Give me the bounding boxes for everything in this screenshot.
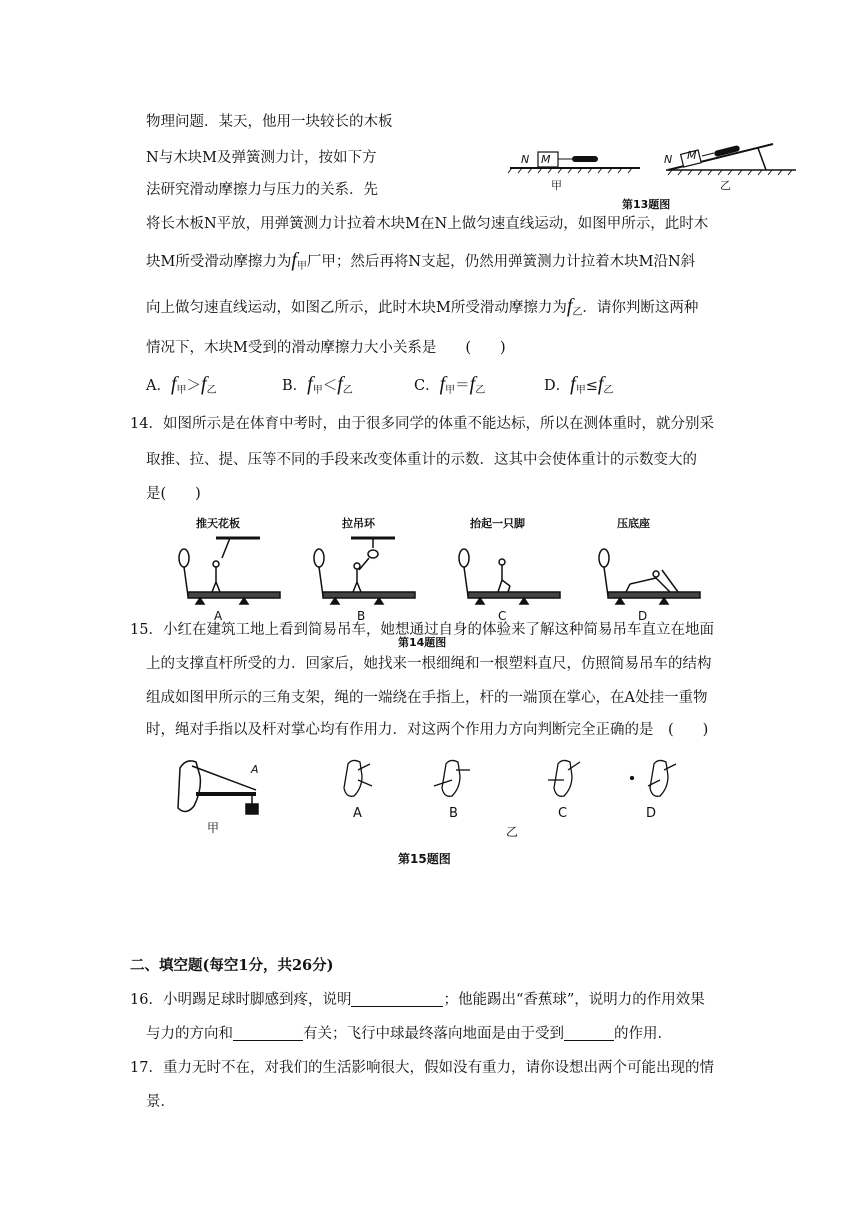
q13-fig-caption: 第13题图 [622,198,671,211]
q13-option-c[interactable]: C．$f_甲=f_乙$ [414,373,486,396]
q16-blank-1[interactable] [351,990,443,1007]
q13-line7: 情况下，木块M受到的滑动摩擦力大小关系是 ( ) [146,340,506,356]
q14-fig-letter-a: A [214,609,223,623]
section-fill-in-title: 二、填空题(每空1分，共26分) [130,957,334,974]
q17-line1: 17．重力无时不在，对我们的生活影响很大，假如没有重力，请你设想出两个可能出现的情 [130,1060,714,1076]
q16-blank-3[interactable] [564,1024,614,1041]
q13-fig-N2: N [664,153,673,166]
q15-line2: 上的支撑直杆所受的力．回家后，她找来一根细绳和一根塑料直尺，仿照简易吊车的结构 [146,656,712,672]
q13-option-d[interactable]: D．$f_甲\le f_乙$ [544,373,614,396]
q14-fig-caption: 第14题图 [398,636,447,649]
q17-line2: 景． [146,1094,175,1110]
q13-fig-N1: N [521,153,530,166]
q15-line1: 15．小红在建筑工地上看到简易吊车，她想通过自身的体验来了解这种简易吊车直立在地面 [130,622,714,638]
q14-fig-letter-d: D [638,609,648,623]
q13-fig-label-yi: 乙 [720,179,731,192]
q13-fig-label-jia: 甲 [551,179,562,192]
f-jia-symbol: $f_甲$ [291,249,307,272]
q15-fig-label-yi: 乙 [506,825,519,839]
q15-fig-point-a: A [251,763,259,776]
q15-fig-caption: 第15题图 [398,852,451,866]
q14-fig-title-a: 推天花板 [196,517,240,530]
q14-line3: 是( ) [146,486,201,502]
q13-line3: 法研究滑动摩擦力与压力的关系．先 [146,182,378,198]
q13-option-a[interactable]: A．$f_甲>f_乙$ [146,373,217,396]
q14-fig-title-b: 拉吊环 [342,517,375,530]
q15-line3: 组成如图甲所示的三角支架，绳的一端绕在手指上，杆的一端顶在掌心，在A处挂一重物 [146,690,708,706]
f-yi-symbol: $f_乙$ [566,295,583,318]
q15-fig-letter-b: B [449,806,458,821]
q13-line2: N与木块M及弹簧测力计，按如下方 [146,150,377,166]
q16-line1: 16．小明踢足球时脚感到疼，说明 ；他能踢出“香蕉球”，说明力的作用效果 [130,992,705,1008]
q15-line4: 时，绳对手指以及杆对掌心均有作用力．对这两个作用力方向判断完全正确的是 ( ) [146,722,709,738]
q13-fig-M2: M [687,149,697,162]
q14-fig-title-d: 压底座 [617,517,650,530]
q14-line1: 14．如图所示是在体育中考时，由于很多同学的体重不能达标，所以在测体重时，就分别采 [130,416,714,432]
q14-figure [170,534,690,614]
q15-fig-letter-d: D [646,806,657,821]
q13-line1: 物理问题．某天，他用一块较长的木板 [146,114,393,130]
q13-line4: 将长木板N平放，用弹簧测力计拉着木块M在N上做匀速直线运动，如图甲所示，此时木 [146,216,709,232]
q13-fig-M1: M [541,153,551,166]
q13-option-b[interactable]: B．$f_甲<f_乙$ [282,373,353,396]
q14-fig-letter-c: C [498,609,507,623]
q15-figure [170,756,690,836]
q14-fig-title-c: 抬起一只脚 [470,517,525,530]
q16-line2: 与力的方向和 有关；飞行中球最终落向地面是由于受到 的作用． [146,1026,672,1042]
q16-blank-2[interactable] [233,1024,303,1041]
q15-fig-letter-a: A [353,806,362,821]
q14-line2: 取推、拉、提、压等不同的手段来改变体重计的示数．这其中会使体重计的示数变大的 [146,452,697,468]
q13-line6: 向上做匀速直线运动，如图乙所示，此时木块M所受滑动摩擦力为$f_乙$．请你判断这两种 [146,295,699,318]
q15-fig-label-jia: 甲 [207,821,220,835]
q13-line5: 块M所受滑动摩擦力为$f_甲$厂甲；然后再将N支起，仍然用弹簧测力计拉着木块M沿N斜 [146,249,696,272]
q15-fig-letter-c: C [558,806,568,821]
q14-fig-letter-b: B [357,609,366,623]
